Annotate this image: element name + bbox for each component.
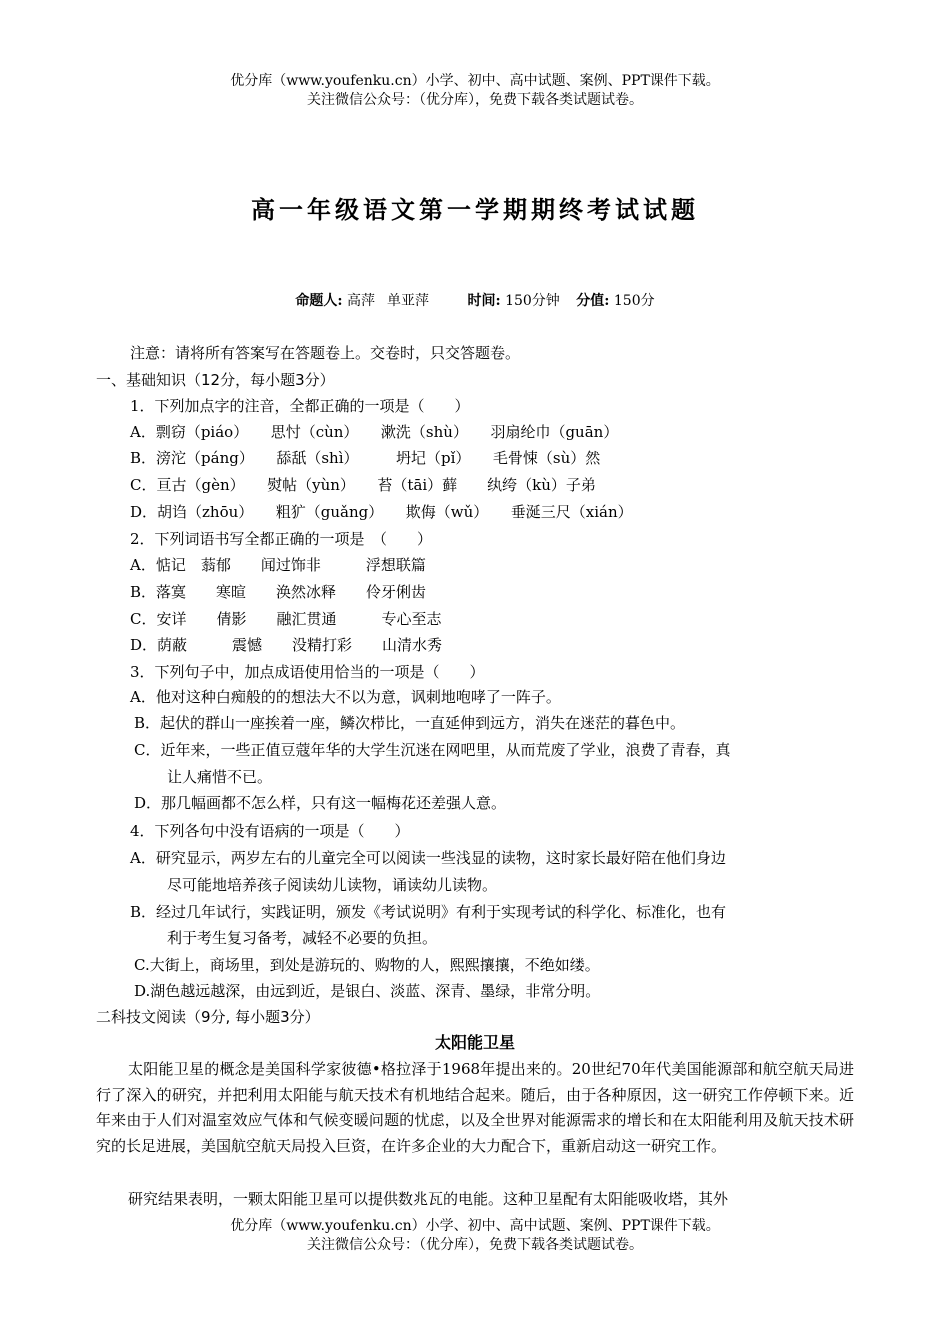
exam-meta xyxy=(0,290,950,310)
page-title: 高一年级语文第一学期期终考试试题 xyxy=(251,195,699,224)
q3-option-b: B．起伏的群山一座挨着一座，鳞次栉比，一直延伸到远方，消失在迷茫的暮色中。 xyxy=(134,714,686,732)
q2-option-b: B．落寞 寒暄 涣然冰释 伶牙俐齿 xyxy=(130,583,427,601)
header-line-1: 优分库（www.youfenku.cn）小学、初中、高中试题、案例、PPT课件下载。 xyxy=(230,73,720,89)
article-title: 太阳能卫星 xyxy=(434,1033,515,1052)
setter-1: 高萍 xyxy=(347,293,375,309)
setter-2: 单亚萍 xyxy=(387,293,429,309)
q3-option-d: D．那几幅画都不怎么样，只有这一幅梅花还差强人意。 xyxy=(134,794,507,812)
footer-line-2: 关注微信公众号：（优分库），免费下载各类试题试卷。 xyxy=(307,1237,643,1253)
score-label: 分值: xyxy=(576,293,610,309)
q2-stem: 2．下列词语书写全都正确的一项是 （ ） xyxy=(130,530,433,548)
score-value: 150分 xyxy=(613,293,655,309)
q4-option-b-line2: 利于考生复习备考，减轻不必要的负担。 xyxy=(167,929,438,947)
q4-option-a-line2: 尽可能地培养孩子阅读幼儿读物，诵读幼儿读物。 xyxy=(167,876,498,894)
q3-option-c-line1: C．近年来，一些正值豆蔻年华的大学生沉迷在网吧里，从而荒废了学业，浪费了青春，真 xyxy=(134,741,731,759)
q4-option-c: C.大街上，商场里，到处是游玩的、购物的人，熙熙攘攘，不绝如缕。 xyxy=(134,956,600,974)
time-label: 时间: xyxy=(467,293,501,309)
q1-option-a: A．剽窃（piáo） 思忖（cùn） 漱洗（shù） 羽扇纶巾（guān） xyxy=(130,423,619,441)
q4-option-d: D.湖色越远越深，由远到近，是银白、淡蓝、深青、墨绿，非常分明。 xyxy=(134,982,601,1000)
section-2-heading: 二科技文阅读（9分, 每小题3分） xyxy=(96,1008,320,1026)
q2-option-d: D．荫蔽 震憾 没精打彩 山清水秀 xyxy=(130,636,443,654)
time-value: 150分钟 xyxy=(505,293,560,309)
footer-line-1: 优分库（www.youfenku.cn）小学、初中、高中试题、案例、PPT课件下载。 xyxy=(230,1218,720,1234)
q1-option-c: C．亘古（gèn） 熨帖（yùn） 苔（tāi）藓 纨绔（kù）子弟 xyxy=(130,476,596,494)
q3-option-c-line2: 让人痛惜不已。 xyxy=(167,768,273,786)
q3-stem: 3．下列句子中，加点成语使用恰当的一项是（ ） xyxy=(130,663,485,681)
q2-option-c: C．安详 倩影 融汇贯通 专心至志 xyxy=(130,610,442,628)
section-1-heading: 一、基础知识（12分，每小题3分） xyxy=(96,371,335,389)
q4-option-a-line1: A．研究显示，两岁左右的儿童完全可以阅读一些浅显的读物，这时家长最好陪在他们身边 xyxy=(130,849,726,867)
article-paragraph-2: 研究结果表明，一颗太阳能卫星可以提供数兆瓦的电能。这种卫星配有太阳能吸收塔，其外 xyxy=(128,1190,729,1208)
setter-label: 命题人: xyxy=(295,293,343,309)
exam-notice: 注意：请将所有答案写在答题卷上。交卷时，只交答题卷。 xyxy=(130,344,521,362)
header-line-2: 关注微信公众号：（优分库），免费下载各类试题试卷。 xyxy=(307,92,643,108)
q2-option-a: A．惦记 蓊郁 闻过饰非 浮想联篇 xyxy=(130,556,426,574)
article-paragraph-1: 太阳能卫星的概念是美国科学家彼德•格拉泽于1968年提出来的。20世纪70年代美国能源部和航空航天局进行了深入的研究，并把利用太阳能与航天技术有机地结合起来。随后，由于各种原因，这一研究工作停顿下来。近年来由于人们对温室效应气体和气候变暖问题的忧虑，以及全世界对能源需求的增长和在太阳能利用及航天技术研究的长足进展，美国航空航天局投入巨资，在许多企业的大力配合下，重新启动这一研究工作。 xyxy=(96,1060,854,1155)
q3-option-a: A．他对这种白痴般的的想法大不以为意，讽刺地咆哮了一阵子。 xyxy=(130,688,561,706)
q4-option-b-line1: B．经过几年试行，实践证明，颁发《考试说明》有利于实现考试的科学化、标准化，也有 xyxy=(130,903,727,921)
q1-option-d: D．胡诌（zhōu） 粗犷（guǎng） 欺侮（wǔ） 垂涎三尺（xián） xyxy=(130,503,633,521)
q1-stem: 1．下列加点字的注音，全都正确的一项是（ ） xyxy=(130,397,470,415)
q4-stem: 4．下列各句中没有语病的一项是（ ） xyxy=(130,822,410,840)
q1-option-b: B．滂沱（páng） 舔舐（shì） 坍圮（pǐ） 毛骨悚（sù）然 xyxy=(130,449,601,467)
